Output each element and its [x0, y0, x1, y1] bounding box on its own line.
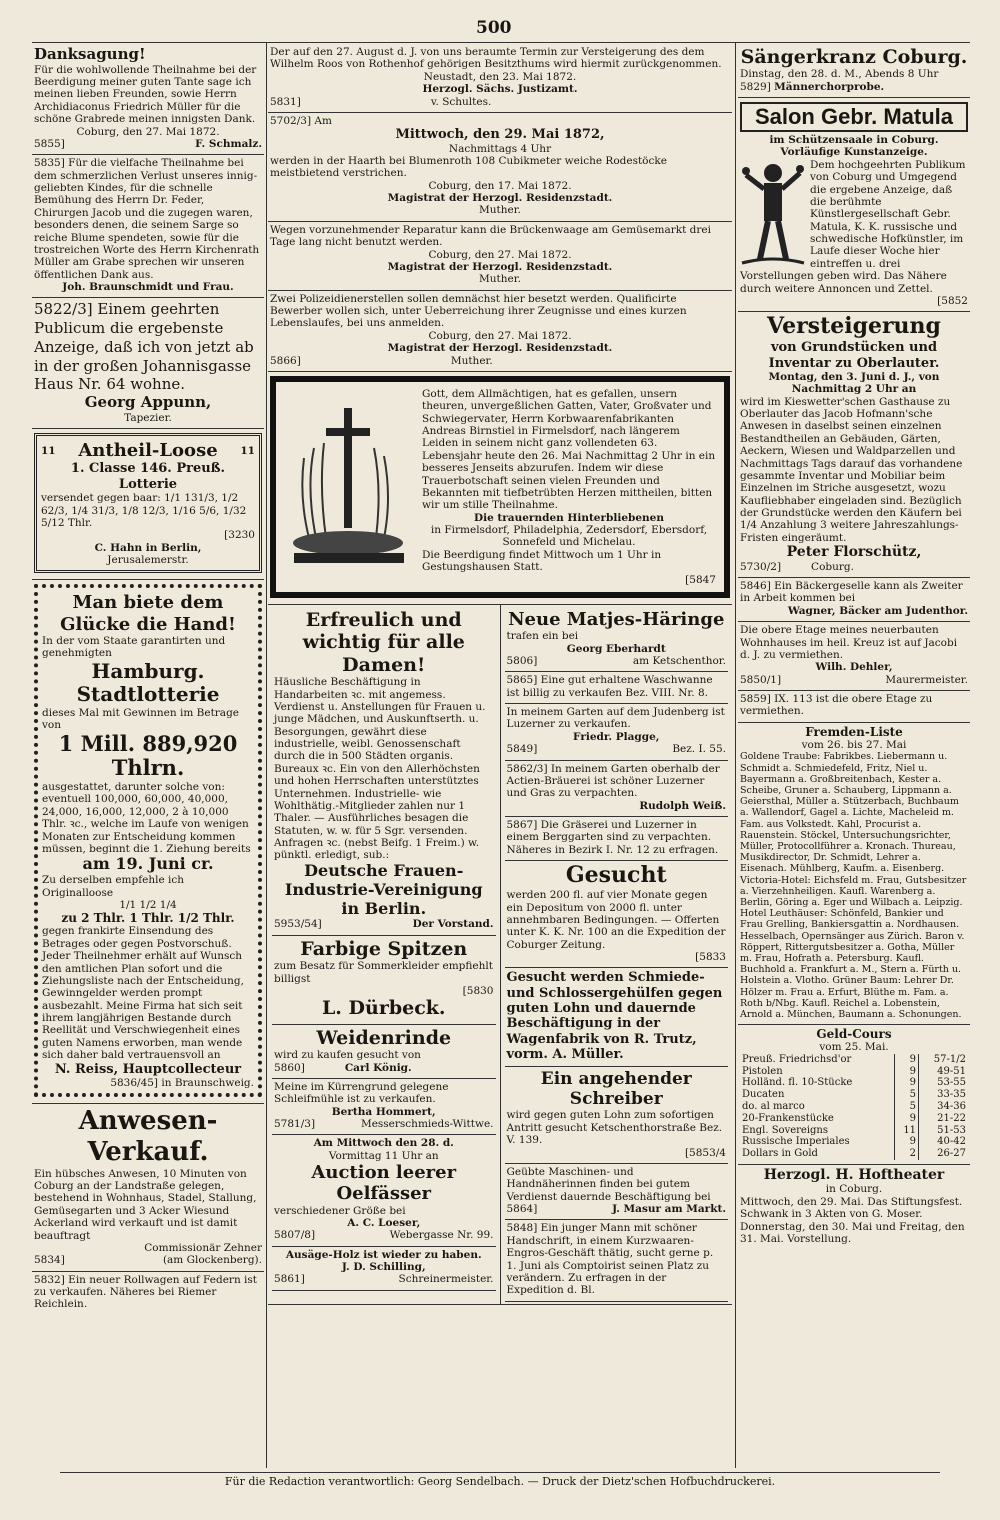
ad-luzerner-2: [505, 761, 729, 818]
ad-name: Muther.: [479, 273, 521, 286]
ad-text: 5862/3] In meinem Garten oberhalb der Actien-Bräuerei ist schöner Luzerner und Gras zu verpachten.: [506, 762, 720, 800]
ad-number: 5829]: [740, 80, 771, 93]
ad-saengerkranz: [738, 44, 970, 98]
ad-subtitle: von Grundstücken und Inventar zu Oberlauter.: [768, 340, 940, 371]
ad-title: Salon Gebr. Matula: [754, 104, 954, 130]
ad-text: Für die wohlwollende Theilnahme bei der Beerdigung meiner guten Tante sage ich meinen lieben Freunden, sowie Herrn Archidiaconus Friedrich Müller für die schöne Grabrede meinen innigsten Dank.: [34, 63, 257, 126]
imprint-footer: Für die Redaction verantwortlich: Georg Sendelbach. — Druck der Dietz'schen Hofbuchdruckerei.: [60, 1472, 940, 1489]
ad-title: Sängerkranz Coburg.: [740, 46, 968, 68]
ad-title: Weidenrinde: [316, 1026, 452, 1049]
obituary-body: [422, 388, 716, 586]
ad-subtitle: Vorläufige Kunstanzeige.: [780, 146, 928, 159]
ad-schmiede: [505, 968, 729, 1067]
ad-title: Danksagung!: [34, 45, 146, 63]
ad-title: Anwesen-Verkauf.: [78, 1106, 218, 1167]
table-row: [740, 1066, 968, 1078]
ad-title: Antheil-Loose: [78, 440, 218, 462]
ad-text: wird im Kieswetter'schen Gasthause zu Oberlauter das Jacob Hofmann'sche Anwesen in daselbst seinen einzelnen Bestandtheilen an Gebäuden, Gärten, Aeckern, Wiesen und Waldparzellen und Nachmittags Tags darauf das vorhandene gesammte Inventar und Mobiliar beim Einzelnen im Striche ausgesetzt, wozu Kaufliebhaber eingeladen sind. Bezüglich der Grundstücke werden den Käufern bei 1/4 Anzahlung 3 weitere Jahreszahlungs-Fristen eingeräumt.: [740, 395, 963, 544]
ad-name: Schreinermeister.: [398, 1273, 494, 1286]
ad-title: Versteigerung: [767, 313, 941, 340]
ad-text: 5865] Eine gut erhaltene Waschwanne ist billig zu verkaufen Bez. VIII. Nr. 8.: [506, 674, 713, 699]
ad-address: am Ketschenthor.: [632, 654, 726, 667]
ad-text: werden 200 fl. auf vier Monate gegen ein Depositum von 2000 fl. unter annehmbaren Bedingungen. — Offerten unter K. K. Nr. 100 an die Expedition der Coburger Zeitung.: [506, 889, 726, 951]
ad-number: 5807/8]: [274, 1229, 316, 1242]
column-right: [738, 44, 970, 1468]
currency-value-a: 9: [895, 1077, 919, 1089]
currency-name: Pistolen: [742, 1065, 783, 1077]
ad-subtitle: in Coburg.: [825, 1183, 883, 1196]
table-row: [740, 1077, 968, 1089]
ad-am: Am: [314, 114, 332, 127]
ad-name: v. Schultes.: [430, 95, 492, 108]
ad-signature: J. Masur am Markt.: [612, 1203, 726, 1216]
ad-time: Vormittag 11 Uhr an: [328, 1149, 439, 1162]
ad-text: wird gegen guten Lohn zum sofortigen Antritt gesucht Ketschenthorstraße Bez. V. 139.: [506, 1109, 723, 1147]
ad-number: [5853/4: [684, 1146, 726, 1159]
currency-value-b: 26-27: [919, 1148, 968, 1160]
ad-text: Zu derselben empfehle ich Originalloose: [42, 874, 185, 899]
ad-signature: Carl König.: [344, 1061, 412, 1074]
ad-number: 5850/1]: [740, 673, 782, 686]
ad-property-sale: [32, 1104, 264, 1271]
ad-address: Webergasse Nr. 99.: [389, 1229, 494, 1242]
ad-schleifmuehle: [272, 1079, 496, 1136]
column-divider: [266, 42, 267, 1468]
ad-name: Messerschmieds-Wittwe.: [360, 1118, 494, 1131]
ad-number: 5730/2]: [740, 560, 782, 573]
currency-value-a: 9: [895, 1054, 919, 1066]
column-divider: [735, 42, 736, 1468]
ad-holz: [272, 1247, 496, 1291]
ad-text: 5846] Ein Bäckergeselle kann als Zweiter in Arbeit kommen bei: [740, 580, 963, 605]
ad-frame: [34, 584, 262, 1097]
ad-obituary: [268, 372, 732, 605]
ad-corner-number: 11: [41, 444, 56, 457]
ad-date: Montag, den 3. Juni d. J., von Nachmittag 2 Uhr an: [768, 370, 940, 396]
ad-place: Coburg, den 27. Mai 1872.: [428, 329, 572, 342]
ad-number: 5861]: [274, 1273, 305, 1286]
ad-text: 5832] Ein neuer Rollwagen auf Federn ist zu verkaufen. Näheres bei Riemer Reichlein.: [34, 1273, 258, 1311]
ad-text: gegen frankirte Einsendung des Betrages oder gegen Postvorschuß. Jeder Theilnehmer erhält auf Wunsch den amtlichen Plan sofort und die Ziehungsliste nach der Entscheidung, Gewinngelder werden prompt ausbezahlt. Meine Firma hat sich seit ihrem langjährigen Bestande durch Reellität und Verschwiegenheit eines guten Namens erworben, man wende sich daher bald vertrauensvoll an: [42, 925, 244, 1062]
currency-value-a: 9: [895, 1113, 919, 1125]
ad-places: in Firmelsdorf, Philadelphia, Zedersdorf, Ebersdorf, Sonnefeld und Michelau.: [430, 524, 708, 549]
ad-fractions: 1/1 1/2 1/4: [119, 898, 177, 911]
ad-matula: [738, 98, 970, 312]
ad-title: Erfreulich und wichtig für alle Damen!: [302, 608, 465, 676]
ad-appunn: [32, 298, 264, 429]
ad-signature: A. C. Loeser,: [347, 1216, 421, 1229]
ad-signature: Wilh. Dehler,: [815, 661, 893, 674]
ad-auction: [272, 1135, 496, 1246]
currency-name: 20-Frankenstücke: [742, 1112, 834, 1124]
ad-name: Muther.: [450, 354, 493, 367]
ad-number: [5847: [685, 573, 716, 586]
subcolumn-right: [501, 605, 733, 1304]
performer-icon: [740, 159, 810, 269]
two-column-ads: [268, 605, 732, 1305]
ad-waschwanne: [505, 672, 729, 704]
obituary-frame: [270, 376, 730, 598]
currency-table: [740, 1054, 968, 1160]
ad-text: Gesucht werden Schmiede- und Schlossergehülfen gegen guten Lohn und dauernde Beschäftigung in der Wagenfabrik von R. Trutz, vorm. A. Müller.: [506, 970, 723, 1063]
currency-value-b: 51-53: [919, 1125, 968, 1137]
ad-number: 5864]: [506, 1203, 538, 1216]
ad-number: 5866]: [270, 354, 301, 367]
ad-title: Auction leerer Oelfässer: [311, 1162, 457, 1205]
ad-luzerner-1: [505, 704, 729, 761]
ad-date: Mittwoch, den 29. Mai 1872,: [395, 127, 605, 143]
ad-text: Wegen vorzunehmender Reparatur kann die Brückenwaage am Gemüsemarkt drei Tage lang nicht benutzt werden.: [270, 223, 711, 249]
ad-text: ausgestattet, darunter solche von: eventuell 100,000, 60,000, 40,000, 24,000, 16,000, 12,000, 2 à 10,000 Thlr. ꝛc., welche im Laufe von wenigen Monaten zur Entscheidung kommen müssen, beginnt die 1. Ziehung bereits: [42, 781, 251, 855]
ad-signature: Magistrat der Herzogl. Residenzstadt.: [387, 192, 613, 205]
currency-value-b: 21-22: [919, 1113, 968, 1125]
ad-text: wird zu kaufen gesucht von: [274, 1049, 421, 1062]
ad-number: [5833: [695, 951, 726, 964]
ad-number: [3230: [224, 529, 255, 542]
ad-title-box: [740, 102, 968, 132]
ad-text: Meine im Kürrengrund gelegene Schleifmühle ist zu verkaufen.: [274, 1080, 449, 1106]
table-row: [740, 1089, 968, 1101]
currency-name: Preuß. Friedrichsd'or: [742, 1053, 852, 1065]
ad-title: Gesucht: [565, 862, 667, 889]
ad-signature: Joh. Braunschmidt und Frau.: [62, 281, 234, 294]
ad-title: Man biete dem Glücke die Hand!: [60, 592, 236, 635]
currency-value-b: 57-1/2: [919, 1054, 968, 1066]
ad-signature: Wagner, Bäcker am Judenthor.: [787, 604, 968, 617]
table-row: [740, 1054, 968, 1066]
ad-weidenrinde: [272, 1025, 496, 1079]
ad-schreiber: [505, 1067, 729, 1164]
ad-text: 5835] Für die vielfache Theilnahme bei dem schmerzlichen Verlust unseres innig-geliebten Kindes, für die schnelle Bemühung des Herrn Dr. Feder, Chirurgen Jacob und die zugegen waren, besonders denen, die seinem Sarge so reiche Blume spendeten, sowie für die trostreichen Worte des Herrn Kirchenrath Müller am Grabe sprechen wir unseren öffentlichen Dank aus.: [34, 157, 260, 281]
ad-title: Farbige Spitzen: [300, 937, 468, 960]
ad-number: 5855]: [34, 137, 65, 150]
ad-text: Ausäge-Holz ist wieder zu haben.: [285, 1248, 482, 1261]
ad-signature: F. Schmalz.: [195, 137, 262, 150]
ad-signature: Deutsche Frauen-Industrie-Vereinigung in Berlin.: [284, 860, 483, 918]
ad-text: Goldene Traube: Fabrikbes. Liebermann u. Schmidt a. Schmiedefeld, Fritz, Niel u. Bayermann a. Großbreitenbach, Kester a. Scheibe, Gruner a. Schauberg, Lippmann a. Geiersthal, Müller a. Stützerbach, Buchbaum a. Wallendorf, Gagel a. Lichte, Macheleid m. Fam. aus Volkstedt. Kahl, Procurist a. Rauenstein. Stöckel, Untersuchungsrichter, Müller, Protocollführer a. Kronach. Thureau, Musikdirector, Dr. Schmidt, Lehrer a. Eisenach. Mühlberg, Kaufm. a. Eisenberg. Victoria-Hotel: Eichsfeld m. Frau, Gutsbesitzer a. Vierzehnheiligen. Kaufl. Warenberg a. Berlin, Göring a. Eger und Wilbach a. Leipzig. Hotel Leuthäuser: Schönfeld, Bankier und Frau Grelling, Bankiersgattin a. Nordhausen. Hesselbach, Opernsänger aus Zürich. Baron v. Röppert, Rittergutsbesitzer a. Gotha, Müller m. Frau, Hofrath a. Petersburg. Kaufl. Buchhold a. Frankfurt a. M., Stern a. Fürth u. Holstein a. Vlotho. Grüner Baum: Lehrer Dr. Hölzer m. Frau a. Erfurt, Blüthe m. Fam. a. Roth b/Nbg. Kaufl. Reichel a. Lobenstein, Arnold a. München, Baumann a. Schonungen.: [740, 751, 967, 1021]
ad-fremdenliste: [738, 723, 970, 1025]
ad-signature: Herzogl. Sächs. Justizamt.: [422, 83, 578, 96]
table-row: [740, 1148, 968, 1160]
ad-text: trafen ein bei: [506, 630, 579, 643]
currency-name: do. al marco: [742, 1100, 805, 1112]
ad-text: Geübte Maschinen- und Handnäherinnen finden bei gutem Verdienst dauernde Beschäftigung bei: [506, 1165, 711, 1203]
ad-signature: Peter Florschütz,: [786, 544, 922, 561]
ad-text: Die obere Etage meines neuerbauten Wohnhauses im heil. Kreuz ist auf Jacobi d. J. zu vermiethen.: [740, 624, 958, 661]
ad-place: Coburg, den 27. Mai 1872.: [428, 248, 572, 261]
ad-number: [5830: [462, 984, 494, 997]
ad-signature: Friedr. Plagge,: [573, 730, 660, 743]
ad-text: Häusliche Beschäftigung in Handarbeiten ꝛc. mit angemess. Verdienst u. Anstellungen für Frauen u. junge Mädchen, und Auskunftserth. u. Besorgungen, gewährt diese industrielle, weibl. Genossenschaft durch die in 500 Städten organis. Bureaux ꝛc. Ein von den Allerhöchsten und hohen Herrschaften unterstütztes Unternehmen. Industrielle- wie Wohlthätig.-Mitglieder zahlen nur 1 Thaler. — Ausführliches besagen die Statuten, w. w. für 5 Sgr. versenden. Anfragen ꝛc. (nebst Beifg. 1 Freim.) w. pünktl. erledigt, sub.:: [274, 676, 486, 862]
ad-date: Am Mittwoch den 28. d.: [313, 1137, 454, 1150]
ad-text: Der auf den 27. August d. J. von uns beraumte Termin zur Versteigerung des dem Wilhelm Roos von Rothenhof gehörigen Besitzthums wird hiermit zurückgenommen.: [270, 46, 722, 71]
ad-place: Coburg, den 17. Mai 1872.: [428, 179, 572, 192]
ad-text: 5822/3] Einem geehrten Publicum die ergebenste Anzeige, daß ich von jetzt ab in der großen Johannisgasse Haus Nr. 64 wohne.: [34, 300, 254, 394]
ad-name: Muther.: [479, 204, 521, 217]
table-row: [740, 1113, 968, 1125]
currency-value-b: 53-55: [919, 1077, 968, 1089]
currency-name: Dollars in Gold: [742, 1148, 818, 1160]
ad-magistrat-1: [268, 113, 732, 222]
ad-address: Jerusalemerstr.: [107, 554, 189, 567]
ad-text: dieses Mal mit Gewinnen im Betrage von: [42, 706, 240, 732]
ad-text: In meinem Garten auf dem Judenberg ist Luzerner zu verkaufen.: [506, 706, 725, 731]
ad-wagon: [32, 1272, 264, 1315]
ad-number: 5860]: [274, 1061, 305, 1074]
ad-place: Coburg.: [811, 560, 854, 573]
currency-value-b: 40-42: [919, 1136, 968, 1148]
ad-baecker: [738, 578, 970, 622]
currency-value-b: 33-35: [919, 1089, 968, 1101]
currency-value-a: 5: [895, 1101, 919, 1113]
currency-value-a: 11: [895, 1125, 919, 1137]
ad-title: Ein angehender Schreiber: [540, 1069, 692, 1110]
ad-subtitle: vom 25. Mai.: [819, 1041, 889, 1054]
ad-justizamt: [268, 44, 732, 113]
ad-lottery-shares: [32, 429, 264, 580]
page-number: 500: [476, 18, 512, 38]
ad-title: Geld-Cours: [816, 1027, 892, 1042]
ad-text: werden in der Haarth bei Blumenroth 108 Cubikmeter weiche Rodestöcke meistbietend verstrichen.: [270, 154, 667, 180]
currency-name: Russische Imperiales: [742, 1136, 850, 1148]
currency-name: Ducaten: [742, 1089, 785, 1101]
ad-magistrat-3: [268, 291, 732, 372]
ad-etage: [738, 622, 970, 691]
ad-signature: Bertha Hommert,: [331, 1105, 436, 1118]
ad-danksagung: [32, 44, 264, 155]
currency-name: Engl. Sovereigns: [742, 1124, 829, 1136]
currency-value-b: 49-51: [919, 1066, 968, 1078]
table-row: [740, 1136, 968, 1148]
ad-corner-number: 11: [240, 444, 255, 457]
ad-graeserei: [505, 817, 729, 861]
ad-matjes: [505, 607, 729, 672]
subcolumn-left: [268, 605, 501, 1304]
ad-text: Gott, dem Allmächtigen, hat es gefallen, unsern theuren, unvergeßlichen Gatten, Vater, Großvater und Schwiegervater, Herrn Korbwaarenfabrikanten Andreas Birnstiel in Firmelsdorf, nach längerem Leiden in seinem nicht ganz vollendeten 63. Lebensjahr heute den 26. Mai Nachmittag 2 Uhr in ein besseres Jenseits abzurufen. Indem wir diese Trauerbotschaft seinen vielen Freunden und Bekannten mit tiefbetrübten Herzen mittheilen, bitten wir um stille Theilnahme.: [422, 387, 716, 512]
ad-text: Zwei Polizeidienerstellen sollen demnächst hier besetzt werden. Qualificirte Bewerber wollen sich, unter Ueberreichung ihrer Zeugnisse und eines kurzen Lebenslaufes, bei uns anmelden.: [270, 292, 687, 330]
ad-thanks: [32, 155, 264, 298]
ad-signature: Georg Appunn,: [84, 393, 212, 412]
ad-number: 5831]: [270, 95, 301, 108]
ad-subtitle: Männerchorprobe.: [774, 80, 885, 93]
currency-value-a: 9: [895, 1066, 919, 1078]
currency-value-a: 2: [895, 1148, 919, 1160]
ad-text: Die Beerdigung findet Mittwoch um 1 Uhr in Gestungshausen Statt.: [422, 548, 662, 574]
ad-subtitle: Tapezier.: [124, 411, 172, 424]
ad-address: (am Glockenberg).: [162, 1254, 262, 1267]
ad-hamburg-lottery: [32, 580, 264, 1104]
ad-place: Neustadt, den 23. Mai 1872.: [423, 70, 577, 83]
ad-text: Ein hübsches Anwesen, 10 Minuten von Coburg an der Landstraße gelegen, bestehend in Wohnhaus, Stadel, Stallung, Gemüsegarten und 3 Acker Wiesund Ackerland wird verkauft und ist damit beauftragt: [34, 1167, 257, 1242]
top-rule: [32, 42, 970, 43]
ad-address: Bez. I. 55.: [672, 743, 726, 756]
ad-name: Maurermeister.: [885, 673, 968, 686]
ad-text: Dem hochgeehrten Publikum von Coburg und Umgegend die ergebene Anzeige, daß die berühmte Künstlergesellschaft Gebr. Matula, K. K. russische und schwedische Hofkünstler, im Laufe dieser Woche hier eintreffen u. drei Vorstellungen geben wird. Das Nähere durch weitere Annoncen und Zettel.: [740, 158, 966, 295]
ad-number: 5806]: [506, 654, 538, 667]
ad-date: am 19. Juni cr.: [82, 854, 214, 874]
ad-signature: J. D. Schilling,: [341, 1261, 426, 1274]
column-middle: [268, 44, 732, 1468]
column-left: [32, 44, 264, 1468]
ad-text: Dinstag, den 28. d. M., Abends 8 Uhr: [740, 68, 939, 81]
ad-number: 5781/3]: [274, 1118, 316, 1131]
currency-value-b: 34-36: [919, 1101, 968, 1113]
ad-signature: Magistrat der Herzogl. Residenzstadt.: [387, 342, 613, 355]
ad-gesucht: [505, 861, 729, 968]
ad-name: Der Vorstand.: [412, 918, 494, 931]
ad-number: 5836/45] in Braunschweig.: [110, 1076, 254, 1089]
currency-value-a: 9: [895, 1136, 919, 1148]
table-row: [740, 1125, 968, 1137]
ad-number: 5834]: [34, 1254, 65, 1267]
ad-number: [5852: [937, 294, 968, 307]
ad-title: Neue Matjes-Häringe: [508, 608, 725, 630]
ad-versteigerung: [738, 312, 970, 578]
ad-etage-2: [738, 691, 970, 723]
ad-number: 5849]: [506, 743, 538, 756]
ad-prices: zu 2 Thlr. 1 Thlr. 1/2 Thlr.: [61, 911, 235, 926]
ad-signature: Rudolph Weiß.: [639, 799, 726, 812]
ad-place: Coburg, den 27. Mai 1872.: [76, 125, 220, 138]
ad-text: 5867] Die Gräserei und Luzerner in einem Berggarten sind zu verpachten. Näheres in Bezirk I. Nr. 12 zu erfragen.: [506, 819, 719, 856]
ad-number: 5953/54]: [274, 918, 322, 931]
ad-text: Mittwoch, den 29. Mai. Das Stiftungsfest. Schwank in 3 Akten von G. Moser. Donnerstag, den 30. Mai und Freitag, den 31. Mai. Vorstellung.: [740, 1195, 965, 1245]
ad-text: 5848] Ein junger Mann mit schöner Handschrift, in einem Kurzwaaren-Engros-Geschäft thätig, sucht gerne p. 1. Juni als Comptoirist seinen Platz zu verändern. Zu erfragen in der Expedition d. Bl.: [506, 1222, 714, 1297]
ad-hoftheater: [738, 1165, 970, 1249]
ad-subtitle: vom 26. bis 27. Mai: [801, 739, 907, 752]
currency-name: Holländ. fl. 10-Stücke: [742, 1077, 853, 1089]
ad-comptoirist: [505, 1220, 729, 1301]
ad-spitzen: [272, 936, 496, 1025]
ad-signature: Die trauernden Hinterbliebenen: [474, 511, 664, 524]
cross-willow-icon: [284, 388, 414, 586]
ad-title: Herzogl. H. Hoftheater: [763, 1166, 945, 1183]
ad-signature: Georg Eberhardt: [566, 642, 666, 655]
ad-signature: Magistrat der Herzogl. Residenzstadt.: [387, 260, 613, 273]
ad-signature: Commissionär Zehner: [144, 1241, 262, 1254]
ad-naeherinnen: [505, 1164, 729, 1221]
ad-text: 5859] IX. 113 ist die obere Etage zu vermiethen.: [740, 693, 933, 718]
table-row: [740, 1101, 968, 1113]
ad-text: zum Besatz für Sommerkleider empfiehlt billigst: [274, 960, 493, 985]
ad-geldcours: [738, 1025, 970, 1165]
ad-signature: N. Reiss, Hauptcollecteur: [54, 1061, 242, 1077]
ad-time: Nachmittags 4 Uhr: [448, 142, 552, 155]
ad-text: versendet gegen baar: 1/1 131/3, 1/2 62/3, 1/4 31/3, 1/8 12/3, 1/16 5/6, 1/32 5/12 Thlr.: [41, 492, 247, 529]
ad-text: In der vom Staate garantirten und genehmigten: [42, 634, 226, 660]
ad-magistrat-2: [268, 222, 732, 291]
ad-frauen-industrie: [272, 607, 496, 936]
ad-number: 5702/3]: [270, 114, 312, 127]
ad-signature: L. Dürbeck.: [321, 997, 446, 1020]
currency-value-a: 5: [895, 1089, 919, 1101]
ad-signature: C. Hahn in Berlin,: [94, 541, 202, 554]
ad-lottery-name: Hamburg. Stadtlotterie: [76, 658, 220, 707]
ad-subtitle: 1. Classe 146. Preuß. Lotterie: [70, 461, 226, 492]
ad-title: Fremden-Liste: [805, 724, 903, 739]
ad-subtitle: im Schützensaale in Coburg.: [769, 134, 939, 147]
ad-frame: [34, 433, 262, 573]
ad-text: verschiedener Größe bei: [274, 1204, 406, 1217]
ad-amount: 1 Mill. 889,920 Thlrn.: [58, 730, 238, 781]
